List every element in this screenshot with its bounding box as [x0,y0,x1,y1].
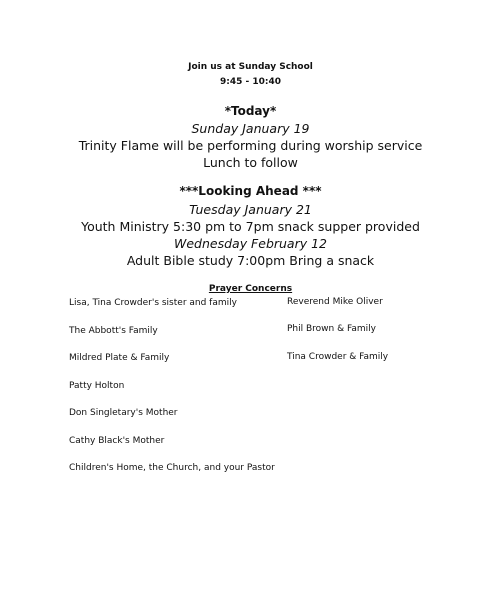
prayer-item: Phil Brown & Family [287,324,376,334]
ahead-event-1: Youth Ministry 5:30 pm to 7pm snack supper provided [81,219,420,234]
ahead-event-2: Adult Bible study 7:00pm Bring a snack [126,253,375,268]
ahead-date-1: Tuesday January 21 [189,202,312,217]
prayer-item: Children's Home, the Church, and your Pastor [69,463,275,473]
prayer-item: The Abbott's Family [69,326,158,336]
prayer-item: Mildred Plate & Family [69,353,170,363]
prayer-item: Tina Crowder & Family [287,352,389,362]
sunday-school-invite: Join us at Sunday School [188,62,313,72]
prayer-item: Don Singletary's Mother [69,408,178,418]
today-heading: *Today* [224,104,277,118]
sunday-school-time: 9:45 - 10:40 [219,77,282,87]
prayer-item: Lisa, Tina Crowder's sister and family [69,298,237,308]
ahead-date-2: Wednesday February 12 [173,236,328,251]
prayer-item: Reverend Mike Oliver [287,297,383,307]
prayer-item: Cathy Black's Mother [69,436,165,446]
today-lunch: Lunch to follow [203,155,298,170]
today-event: Trinity Flame will be performing during worship service [78,138,423,153]
today-date: Sunday January 19 [191,121,310,136]
prayer-item: Patty Holton [69,381,125,391]
prayer-concerns-title: Prayer Concerns [208,284,293,294]
looking-ahead-heading: ***Looking Ahead *** [179,184,322,198]
